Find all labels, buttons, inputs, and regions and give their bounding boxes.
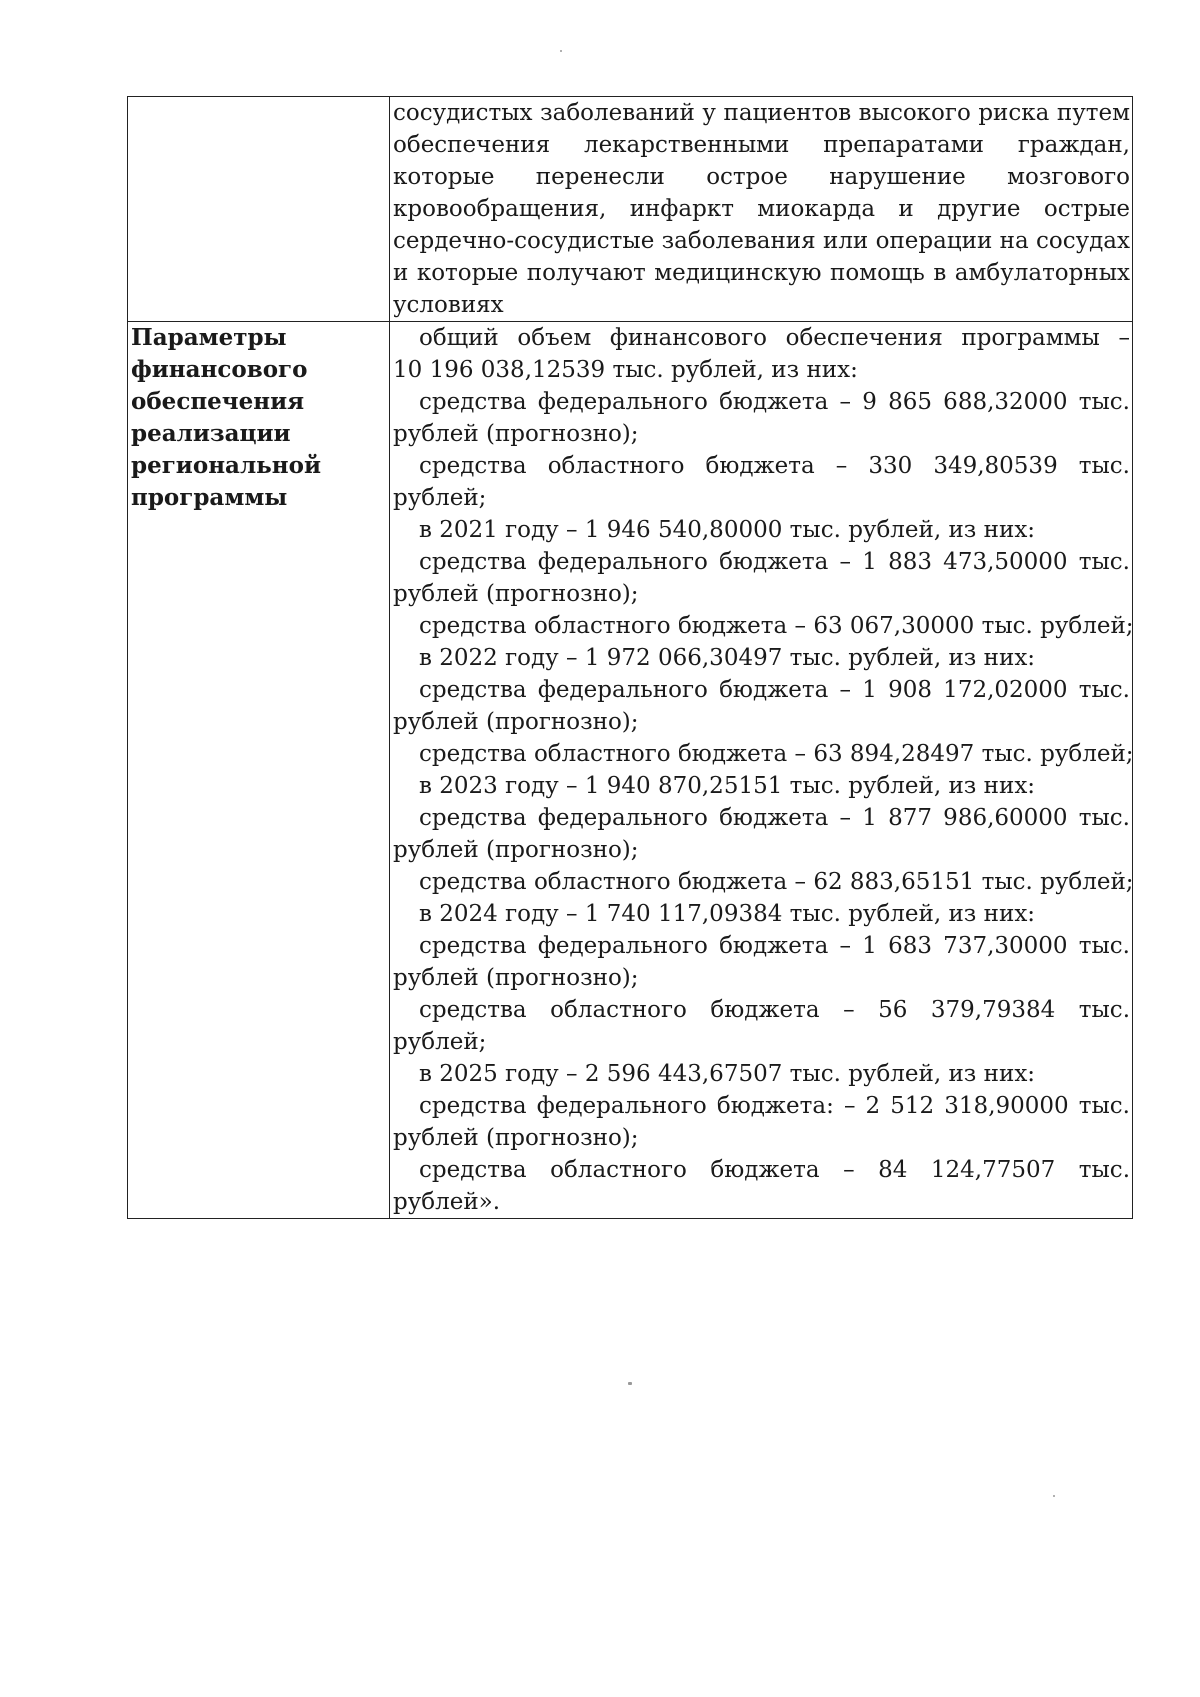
text-line: рублей (прогнозно); <box>393 581 639 607</box>
text-line: в 2021 году – 1 946 540,80000 тыс. рублей, из них: <box>419 517 1036 543</box>
text-line: сосудистых заболеваний у пациентов высокого риска путем <box>393 100 1130 126</box>
text-line: рублей (прогнозно); <box>393 965 639 991</box>
label-line: обеспечения <box>131 388 305 415</box>
text-line: рублей». <box>393 1189 501 1215</box>
text-line: средства федерального бюджета – 1 908 172,02000 тыс. <box>419 677 1130 703</box>
label-line: Параметры <box>131 324 287 351</box>
text-line: средства федерального бюджета – 1 683 737,30000 тыс. <box>419 933 1130 959</box>
label-line: реализации <box>131 420 291 447</box>
continuation-text-cell <box>390 97 1133 322</box>
text-line: обеспечения лекарственными препаратами граждан, <box>393 132 1130 158</box>
text-line: в 2023 году – 1 940 870,25151 тыс. рублей, из них: <box>419 773 1036 799</box>
finance-text-cell <box>390 322 1133 1219</box>
scan-speck <box>628 1382 632 1385</box>
text-line: средства областного бюджета – 56 379,79384 тыс. <box>419 997 1130 1023</box>
text-line: рублей; <box>393 485 487 511</box>
text-line: рублей (прогнозно); <box>393 1125 639 1151</box>
text-line: условиях <box>393 292 504 318</box>
table-row-finance <box>128 322 1133 1219</box>
text-line: рублей (прогнозно); <box>393 421 639 447</box>
text-line: общий объем финансового обеспечения программы – <box>419 325 1130 351</box>
text-line: в 2025 году – 2 596 443,67507 тыс. рублей, из них: <box>419 1061 1036 1087</box>
text-line: средства областного бюджета – 330 349,80539 тыс. <box>419 453 1130 479</box>
text-line: средства областного бюджета – 62 883,65151 тыс. рублей; <box>419 869 1134 895</box>
text-line: средства федерального бюджета – 9 865 688,32000 тыс. <box>419 389 1130 415</box>
text-line: 10 196 038,12539 тыс. рублей, из них: <box>393 357 858 383</box>
text-line: рублей (прогнозно); <box>393 709 639 735</box>
scan-speck <box>1053 1495 1055 1497</box>
program-passport-table <box>127 96 1133 1219</box>
text-line: средства областного бюджета – 63 894,28497 тыс. рублей; <box>419 741 1134 767</box>
label-line: программы <box>131 484 288 511</box>
finance-label-cell <box>128 322 390 1219</box>
text-line: и которые получают медицинскую помощь в амбулаторных <box>393 260 1130 286</box>
text-line: средства областного бюджета – 84 124,77507 тыс. <box>419 1157 1130 1183</box>
text-line: кровообращения, инфаркт миокарда и другие острые <box>393 196 1130 222</box>
text-line: которые перенесли острое нарушение мозгового <box>393 164 1130 190</box>
label-line: региональной <box>131 452 322 479</box>
text-line: средства федерального бюджета: – 2 512 318,90000 тыс. <box>419 1093 1130 1119</box>
scan-speck <box>560 50 562 52</box>
text-line: рублей; <box>393 1029 487 1055</box>
text-line: средства областного бюджета – 63 067,30000 тыс. рублей; <box>419 613 1134 639</box>
table-row-continuation <box>128 97 1133 322</box>
text-line: рублей (прогнозно); <box>393 837 639 863</box>
text-line: сердечно-сосудистые заболевания или операции на сосудах <box>393 228 1130 254</box>
empty-label-cell <box>128 97 390 322</box>
text-line: в 2024 году – 1 740 117,09384 тыс. рублей, из них: <box>419 901 1036 927</box>
text-line: в 2022 году – 1 972 066,30497 тыс. рублей, из них: <box>419 645 1036 671</box>
label-line: финансового <box>131 356 308 383</box>
text-line: средства федерального бюджета – 1 883 473,50000 тыс. <box>419 549 1130 575</box>
text-line: средства федерального бюджета – 1 877 986,60000 тыс. <box>419 805 1130 831</box>
